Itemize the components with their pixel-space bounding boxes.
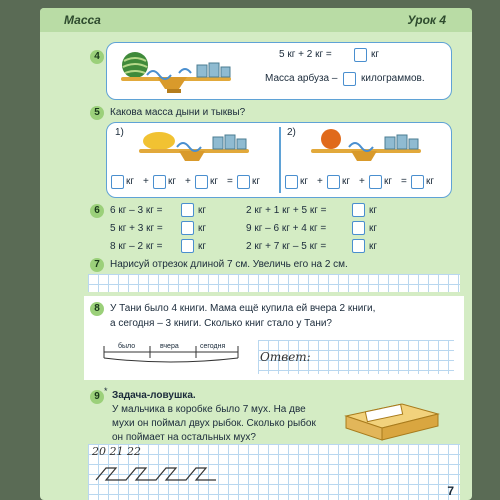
unit-label: кг xyxy=(210,176,219,187)
answer-box[interactable] xyxy=(153,175,166,189)
zigzag-pattern xyxy=(94,460,254,484)
answer-box[interactable] xyxy=(181,221,194,235)
plus-sign: + xyxy=(143,176,149,187)
panel-divider xyxy=(279,127,281,193)
panel-label: 2) xyxy=(287,127,296,138)
task-number-8: 8 xyxy=(90,302,104,316)
task6-right-2: 9 кг – 6 кг + 4 кг = xyxy=(246,223,327,234)
task4-equation: 5 кг + 2 кг = xyxy=(279,49,332,60)
plus-sign: + xyxy=(317,176,323,187)
answer-box[interactable] xyxy=(352,239,365,253)
task6-right-3: 2 кг + 7 кг – 5 кг = xyxy=(246,241,327,252)
unit-label: кг xyxy=(300,176,309,187)
unit-label: кг xyxy=(126,176,135,187)
answer-box[interactable] xyxy=(352,203,365,217)
task7-text: Нарисуй отрезок длиной 7 см. Увеличь его на 2 см. xyxy=(110,259,348,270)
matchbox-icon xyxy=(342,394,442,444)
task4-card xyxy=(106,42,452,100)
answer-box[interactable] xyxy=(343,72,356,86)
answer-box[interactable] xyxy=(181,239,194,253)
answer-box[interactable] xyxy=(195,175,208,189)
segment-label: вчера xyxy=(160,343,179,350)
drawing-grid[interactable] xyxy=(88,274,460,292)
task-number-6: 6 xyxy=(90,204,104,218)
task6-left-3: 8 кг – 2 кг = xyxy=(110,241,163,252)
answer-box[interactable] xyxy=(369,175,382,189)
workbook-page xyxy=(40,8,472,500)
unit-label: кг xyxy=(384,176,393,187)
answer-box[interactable] xyxy=(411,175,424,189)
plus-sign: + xyxy=(185,176,191,187)
answer-box[interactable] xyxy=(285,175,298,189)
pumpkin-scale-icon xyxy=(309,125,429,167)
unit-label: кг xyxy=(198,241,207,252)
balance-scale-icon xyxy=(117,47,237,95)
answer-box[interactable] xyxy=(181,203,194,217)
task-number-7: 7 xyxy=(90,258,104,272)
panel-label: 1) xyxy=(115,127,124,138)
page-header xyxy=(40,8,472,32)
unit-label: кг xyxy=(168,176,177,187)
unit-label: кг xyxy=(342,176,351,187)
answer-box[interactable] xyxy=(111,175,124,189)
handwritten-numbers: 20 21 22 xyxy=(92,445,141,458)
unit-label: кг xyxy=(198,223,207,234)
task6-left-2: 5 кг + 3 кг = xyxy=(110,223,163,234)
unit-label: кг xyxy=(371,49,380,60)
task6-left-1: 6 кг – 3 кг = xyxy=(110,205,163,216)
task9-title: Задача-ловушка. xyxy=(112,390,196,401)
equals-sign: = xyxy=(227,176,233,187)
page-number: 7 xyxy=(447,484,454,498)
answer-box[interactable] xyxy=(327,175,340,189)
task8-line1: У Тани было 4 книги. Мама ещё купила ей вчера 2 книги, xyxy=(110,303,376,314)
topic-title: Масса xyxy=(64,13,101,27)
unit-label: кг xyxy=(198,205,207,216)
answer-box[interactable] xyxy=(352,221,365,235)
unit-label: кг xyxy=(369,241,378,252)
unit-label: кг xyxy=(369,223,378,234)
answer-box[interactable] xyxy=(354,48,367,62)
star-mark: * xyxy=(104,386,108,396)
segment-label: сегодня xyxy=(200,343,226,350)
plus-sign: + xyxy=(359,176,365,187)
task8-line2: а сегодня – 3 книги. Сколько книг стало у Тани? xyxy=(110,318,332,329)
task5-question: Какова масса дыни и тыквы? xyxy=(110,107,246,118)
unit-label: кг xyxy=(252,176,261,187)
unit-label: кг xyxy=(369,205,378,216)
lesson-label: Урок 4 xyxy=(407,13,446,27)
task5-card xyxy=(106,122,452,198)
answer-box[interactable] xyxy=(237,175,250,189)
task4-mass-text: Масса арбуза – xyxy=(265,73,338,84)
task-number-4: 4 xyxy=(90,50,104,64)
task9-line3: он поймает на остальных мух? xyxy=(112,432,256,443)
task6-right-1: 2 кг + 1 кг + 5 кг = xyxy=(246,205,327,216)
equals-sign: = xyxy=(401,176,407,187)
task-number-9: 9 xyxy=(90,390,104,404)
task4-units-text: килограммов. xyxy=(361,73,425,84)
answer-label: Ответ: xyxy=(260,350,311,364)
unit-label: кг xyxy=(426,176,435,187)
segment-label: было xyxy=(118,343,136,350)
task9-line1: У мальчика в коробке было 7 мух. На две xyxy=(112,404,306,415)
task-number-5: 5 xyxy=(90,106,104,120)
melon-scale-icon xyxy=(137,125,257,167)
task9-line2: мухи он поймал двух рыбок. Сколько рыбок xyxy=(112,418,316,429)
